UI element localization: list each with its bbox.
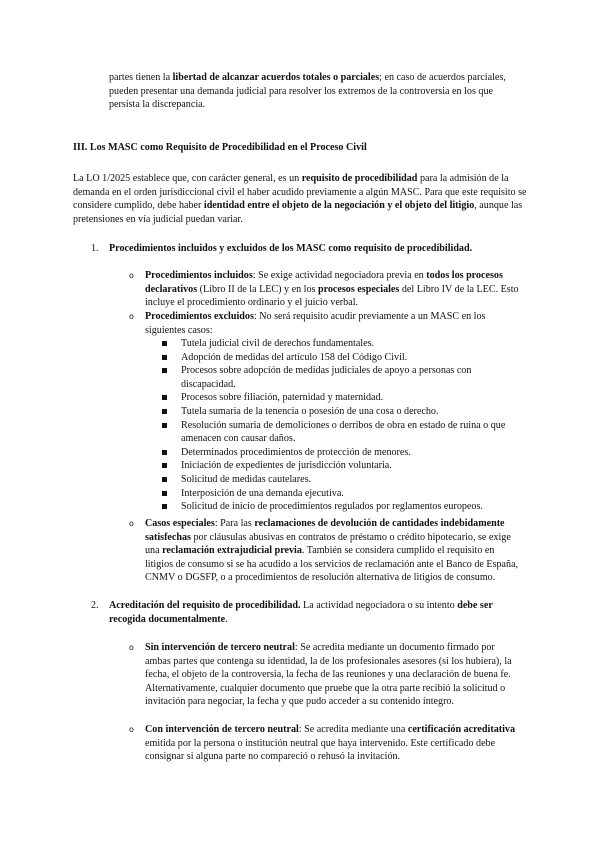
square-bullet-icon <box>162 341 167 346</box>
section-heading: III. Los MASC como Requisito de Procedibilidad en el Proceso Civil <box>73 142 367 153</box>
circle-bullet-icon: o <box>129 725 134 734</box>
square-bullet-icon <box>162 395 167 400</box>
square-bullet-icon <box>162 355 167 360</box>
circle-bullet-icon: o <box>129 271 134 280</box>
circle-bullet-icon: o <box>129 643 134 652</box>
list-item: Determinados procedimientos de protección de menores. <box>162 446 522 460</box>
list-item: Adopción de medidas del artículo 158 del Código Civil. <box>162 351 522 365</box>
sub-item-especiales: o Casos especiales: Para las reclamaciones de devolución de cantidades indebidamente satisfechas por cláusulas abusivas en contratos de préstamo o crédito hipotecario, se exige una reclamación extrajudicial previa. También se considera cumplido el requisito en litigios de consumo si se ha acudido a los servicios de reclamación ante el Banco de España, CNMV o DGSFP, o a procedimientos de resolución alternativa de litigios de consumo. <box>129 518 519 584</box>
square-bullet-icon <box>162 491 167 496</box>
square-bullet-icon <box>162 477 167 482</box>
list-item: Resolución sumaria de demoliciones o derribos de obra en estado de ruina o que amenacen con causar daños. <box>162 419 522 446</box>
item-number: 2. <box>91 600 99 611</box>
sub-item-label: Procedimientos excluidos <box>145 311 254 322</box>
sub-item-sin-tercero: o Sin intervención de tercero neutral: Se acredita mediante un documento firmado por ambas partes que contenga su identidad, la de los profesionales asesores (si los hubiera), la fecha, el objeto de la controversia, la fecha de las reuniones y una declaración de buena fe. Alternativamente, cualquier documento que pruebe que la otra parte recibió la solicitud o invitación para negociar, la fecha y que pudo acceder a su contenido íntegro. <box>129 642 512 708</box>
list-item: Tutela sumaria de la tenencia o posesión de una cosa o derecho. <box>162 405 522 419</box>
intro-bold: libertad de alcanzar acuerdos totales o parciales <box>172 72 380 83</box>
sub-item-label: Con intervención de tercero neutral <box>145 724 299 735</box>
circle-bullet-icon: o <box>129 519 134 528</box>
circle-bullet-icon: o <box>129 312 134 321</box>
list-item: Solicitud de inicio de procedimientos regulados por reglamentos europeos. <box>162 500 522 514</box>
numbered-item-2: 2. Acreditación del requisito de procedibilidad. La actividad negociadora o su intento debe ser recogida documentalmente. <box>91 600 493 625</box>
item-title: Procedimientos incluidos y excluidos de los MASC como requisito de procedibilidad. <box>109 243 473 254</box>
intro-text-end: ; en caso de acuerdos parciales, pueden presentar una demanda judicial para resolver los extremos de la controversia en los que persista la discrepancia. <box>109 72 506 111</box>
square-bullet-icon <box>162 423 167 428</box>
list-item: Solicitud de medidas cautelares. <box>162 473 522 487</box>
square-bullet-icon <box>162 463 167 468</box>
intro-text: partes tienen la <box>109 72 173 83</box>
square-bullet-icon <box>162 409 167 414</box>
section-paragraph: La LO 1/2025 establece que, con carácter general, es un requisito de procedibilidad para la admisión de la demanda en el orden jurisdiccional civil el haber acudido previamente a algún MASC. Para que este requisito se considere cumplido, debe haber identidad entre el objeto de la negociación y el objeto del litigio, aunque las pretensiones en vía judicial puedan variar. <box>73 173 527 225</box>
excluded-list <box>162 337 522 514</box>
item-number: 1. <box>91 243 99 254</box>
list-item: Procesos sobre filiación, paternidad y maternidad. <box>162 391 522 405</box>
list-item: Interposición de una demanda ejecutiva. <box>162 487 522 501</box>
sub-item-con-tercero: o Con intervención de tercero neutral: Se acredita mediante una certificación acreditativa emitida por la persona o institución neutral que haya intervenido. Este certificado debe consignar si alguna parte no compareció o rehusó la invitación. <box>129 724 516 763</box>
square-bullet-icon <box>162 504 167 509</box>
sub-item-incluidos: o Procedimientos incluidos: Se exige actividad negociadora previa en todos los procesos declarativos (Libro II de la LEC) y en los procesos especiales del Libro IV de la LEC. Esto incluye el procedimiento ordinario y el juicio verbal. <box>129 270 519 309</box>
item-title: Acreditación del requisito de procedibilidad. <box>109 600 301 611</box>
list-item: Procesos sobre adopción de medidas judiciales de apoyo a personas con discapacidad. <box>162 364 522 391</box>
square-bullet-icon <box>162 450 167 455</box>
list-item: Tutela judicial civil de derechos fundamentales. <box>162 337 522 351</box>
sub-item-label: Procedimientos incluidos <box>145 270 253 281</box>
list-item: Iniciación de expedientes de jurisdicción voluntaria. <box>162 459 522 473</box>
intro-paragraph <box>109 71 509 112</box>
numbered-item-1 <box>91 242 521 256</box>
square-bullet-icon <box>162 368 167 373</box>
sub-item-excluidos: o Procedimientos excluidos: No será requisito acudir previamente a un MASC en los siguientes casos: <box>129 311 486 336</box>
sub-item-label: Casos especiales <box>145 518 215 529</box>
sub-item-label: Sin intervención de tercero neutral <box>145 642 295 653</box>
